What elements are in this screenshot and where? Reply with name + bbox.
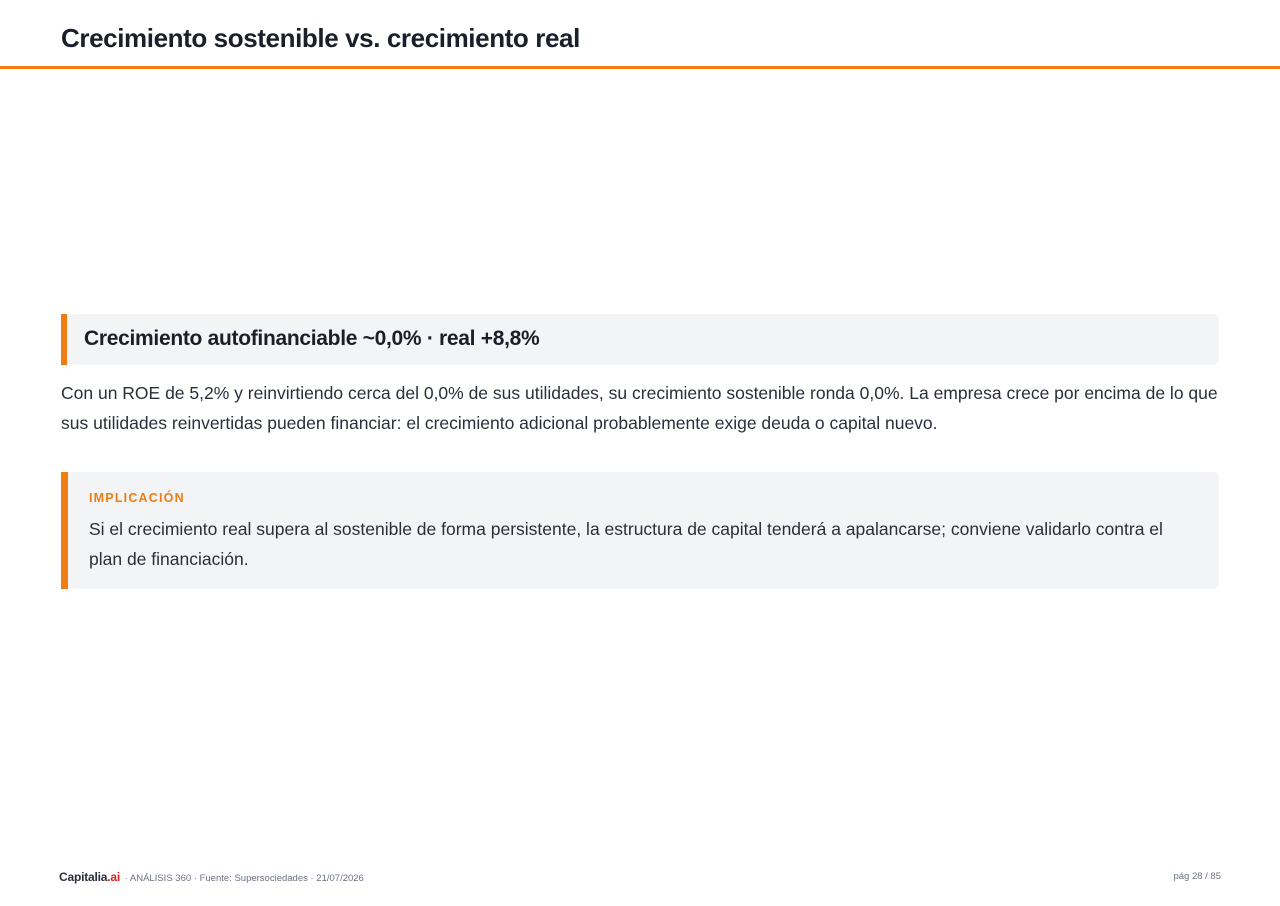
footer-meta: · ANÁLISIS 360 · Fuente: Supersociedades · 21/07/2026 xyxy=(124,873,364,884)
brand-logo xyxy=(59,870,120,884)
section-heading-box xyxy=(61,314,1219,365)
brand-suffix: .ai xyxy=(107,870,120,884)
page-header xyxy=(0,0,1280,69)
section-body-text: Con un ROE de 5,2% y reinvirtiendo cerca del 0,0% de sus utilidades, su crecimiento sostenible ronda 0,0%. La empresa crece por encima de lo que sus utilidades reinvertidas pueden financiar: el crecimiento adicional probablemente exige deuda o capital nuevo. xyxy=(61,383,1218,433)
brand-name: Capitalia xyxy=(59,870,108,884)
page-number: pág 28 / 85 xyxy=(1173,871,1221,882)
callout-text: Si el crecimiento real supera al sostenible de forma persistente, la estructura de capital tenderá a apalancarse; conviene validarlo contra el plan de financiación. xyxy=(89,519,1163,569)
page-footer xyxy=(59,869,1221,885)
callout-label: IMPLICACIÓN xyxy=(89,491,185,505)
page-title: Crecimiento sostenible vs. crecimiento real xyxy=(61,23,580,53)
section-heading: Crecimiento autofinanciable ~0,0% · real +8,8% xyxy=(84,327,540,350)
implication-callout xyxy=(61,472,1219,589)
